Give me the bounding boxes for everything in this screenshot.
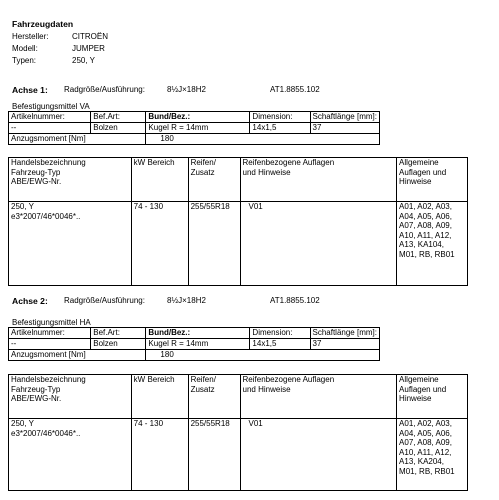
torque-label: Anzugsmoment [Nm] [9,350,146,361]
tyre-notes: V01 [240,202,397,286]
header-article-number: Artikelnummer: [9,328,91,339]
page-title: Fahrzeugdaten [12,19,74,29]
header-tyre: Reifen/ Zusatz [188,158,240,202]
article-number: -- [9,123,91,134]
header-tyre: Reifen/ Zusatz [188,375,240,419]
part-number: AT1.8855.102 [270,296,320,305]
model-value: JUMPER [72,44,105,53]
collar: Kugel R = 14mm [146,123,250,134]
header-shank-length: Schaftlänge [mm]: [310,328,380,339]
kw-range: 74 - 130 [131,202,188,286]
part-number: AT1.8855.102 [270,85,320,94]
header-mount-type: Bef.Art: [91,112,146,123]
mounting-title: Befestigungsmittel HA [12,318,91,327]
shank-length: 37 [310,123,380,134]
vehicle-designation: 250, Y e3*2007/46*0046*.. [9,419,132,491]
rim-size-value: 8½J×18H2 [167,296,206,305]
tyre-size: 255/55R18 [188,419,240,491]
rim-size-label: Radgröße/Ausführung: [64,85,145,94]
mount-type: Bolzen [91,339,146,350]
rim-size-label: Radgröße/Ausführung: [64,296,145,305]
dimension: 14x1,5 [250,123,310,134]
vehicle-details-table [8,374,468,491]
tyre-notes: V01 [240,419,397,491]
mounting-row [9,339,380,350]
type-value: 250, Y [72,56,95,65]
header-kw-range: kW Bereich [131,375,188,419]
manufacturer-label: Hersteller: [12,32,49,41]
mounting-header-row [9,112,380,123]
general-notes: A01, A02, A03, A04, A05, A06, A07, A08, A09, A10, A11, A12, A13, KA104, M01, RB, RB01 [397,202,468,286]
torque-label: Anzugsmoment [Nm] [9,134,146,145]
mounting-table [8,111,380,145]
axle-label: Achse 2: [12,296,48,306]
header-shank-length: Schaftlänge [mm]: [310,112,380,123]
header-kw-range: kW Bereich [131,158,188,202]
vehicle-details-table [8,157,468,286]
type-label: Typen: [12,56,37,65]
mounting-title: Befestigungsmittel VA [12,102,90,111]
header-designation: Handelsbezeichnung Fahrzeug-Typ ABE/EWG-Nr. [9,158,132,202]
mounting-header-row [9,328,380,339]
dimension: 14x1,5 [250,339,310,350]
shank-length: 37 [310,339,380,350]
manufacturer-value: CITROËN [72,32,108,41]
mount-type: Bolzen [91,123,146,134]
header-tyre-notes: Reifenbezogene Auflagen und Hinweise [240,375,397,419]
details-row [9,202,468,286]
tyre-size: 255/55R18 [188,202,240,286]
details-header-row [9,375,468,419]
torque-value: 180 [146,350,380,361]
kw-range: 74 - 130 [131,419,188,491]
axle-label: Achse 1: [12,85,48,95]
article-number: -- [9,339,91,350]
header-mount-type: Bef.Art: [91,328,146,339]
header-tyre-notes: Reifenbezogene Auflagen und Hinweise [240,158,397,202]
header-general-notes: Allgemeine Auflagen und Hinweise [397,375,468,419]
header-dimension: Dimension: [250,112,310,123]
model-label: Modell: [12,44,38,53]
details-row [9,419,468,491]
general-notes: A01, A02, A03, A04, A05, A06, A07, A08, A09, A10, A11, A12, A13, KA204, M01, RB, RB01 [397,419,468,491]
header-dimension: Dimension: [250,328,310,339]
torque-row [9,350,380,361]
header-collar: Bund/Bez.: [146,328,250,339]
rim-size-value: 8½J×18H2 [167,85,206,94]
torque-row [9,134,380,145]
torque-value: 180 [146,134,380,145]
header-general-notes: Allgemeine Auflagen und Hinweise [397,158,468,202]
vehicle-designation: 250, Y e3*2007/46*0046*.. [9,202,132,286]
mounting-table [8,327,380,361]
header-designation: Handelsbezeichnung Fahrzeug-Typ ABE/EWG-Nr. [9,375,132,419]
details-header-row [9,158,468,202]
collar: Kugel R = 14mm [146,339,250,350]
header-article-number: Artikelnummer: [9,112,91,123]
mounting-row [9,123,380,134]
header-collar: Bund/Bez.: [146,112,250,123]
